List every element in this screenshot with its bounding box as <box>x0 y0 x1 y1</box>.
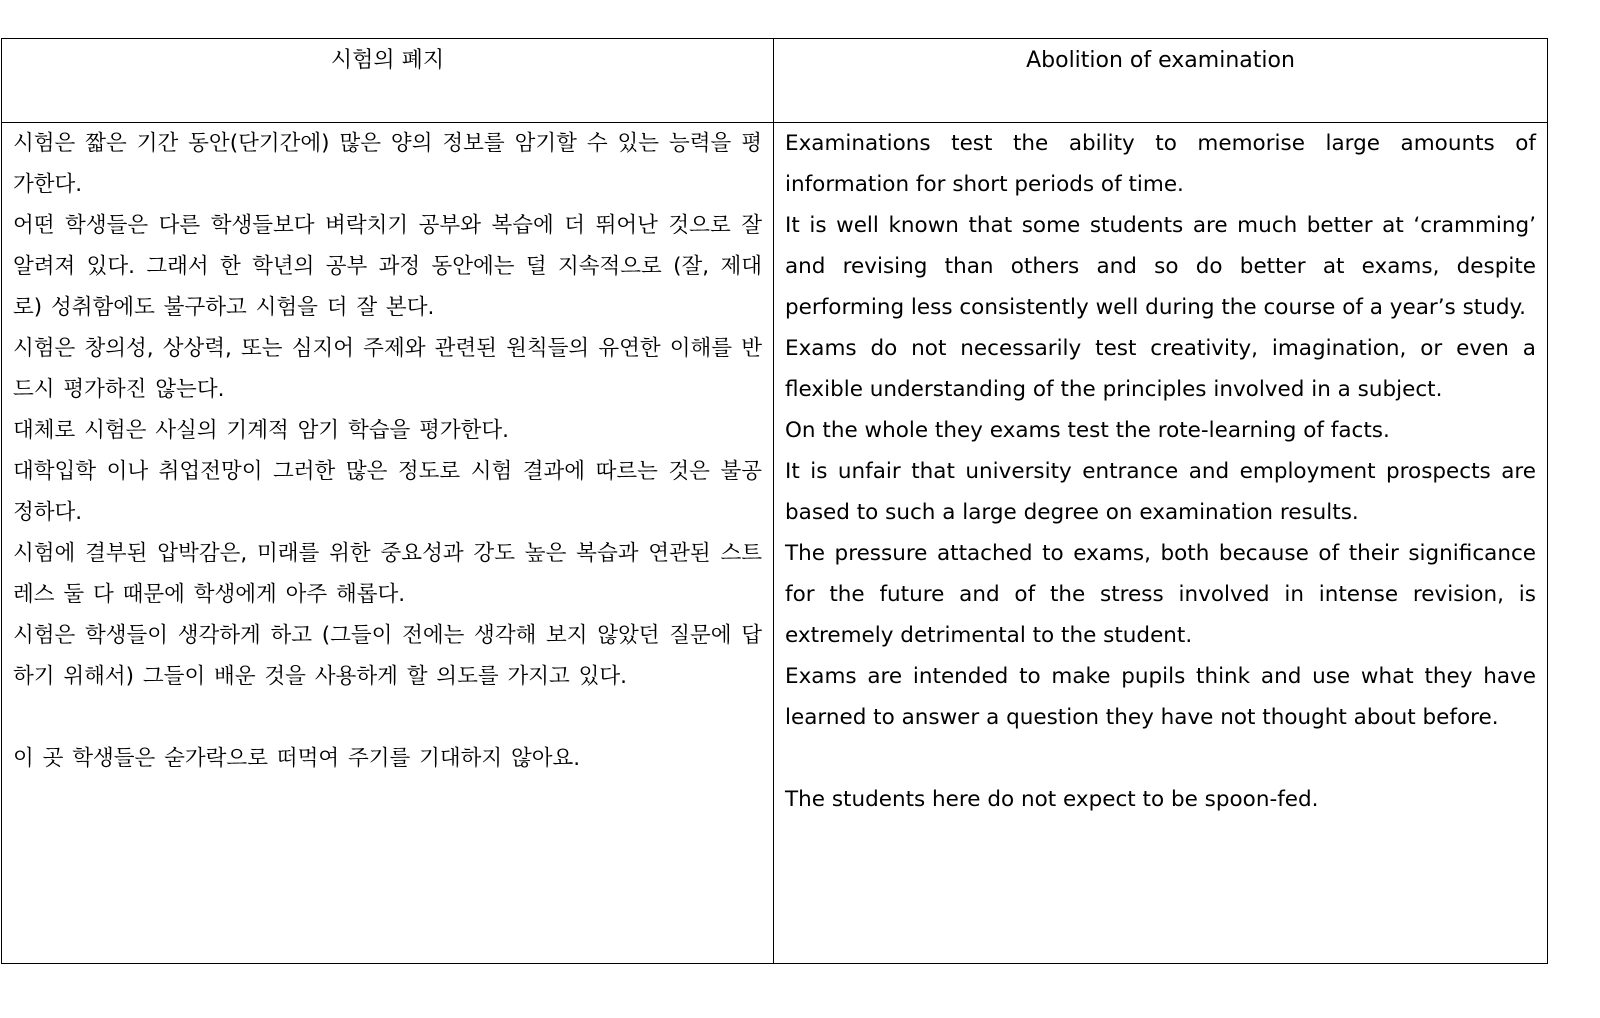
korean-paragraph: 시험은 창의성, 상상력, 또는 심지어 주제와 관련된 원칙들의 유연한 이해를 반드시 평가하진 않는다. <box>13 336 762 402</box>
english-header-cell <box>774 39 1548 123</box>
english-paragraph: On the whole they exams test the rote-learning of facts. <box>785 418 1390 443</box>
paragraph-spacer <box>13 697 762 738</box>
korean-closing-line: 이 곳 학생들은 숟가락으로 떠먹여 주기를 기대하지 않아요. <box>13 746 581 771</box>
korean-title: 시험의 폐지 <box>330 48 445 73</box>
korean-paragraph: 대체로 시험은 사실의 기계적 암기 학습을 평가한다. <box>13 418 509 443</box>
korean-paragraph: 시험은 학생들이 생각하게 하고 (그들이 전에는 생각해 보지 않았던 질문에 답하기 위해서) 그들이 배운 것을 사용하게 할 의도를 가지고 있다. <box>13 623 762 689</box>
english-body-cell <box>774 123 1548 964</box>
korean-paragraph: 시험은 짧은 기간 동안(단기간에) 많은 양의 정보를 암기할 수 있는 능력을 평가한다. <box>13 131 762 197</box>
korean-paragraph: 대학입학 이나 취업전망이 그러한 많은 정도로 시험 결과에 따르는 것은 불공정하다. <box>13 459 762 525</box>
paragraph-spacer <box>785 738 1536 779</box>
english-title: Abolition of examination <box>1026 48 1295 73</box>
english-closing-line: The students here do not expect to be spoon-fed. <box>785 787 1319 812</box>
content-row <box>2 123 1548 964</box>
english-paragraph: Exams do not necessarily test creativity, imagination, or even a flexible understanding of the principles involved in a subject. <box>785 336 1536 402</box>
english-paragraph: It is well known that some students are much better at ‘cramming’ and revising than others and so do better at exams, despite performing less consistently well during the course of a year’s study. <box>785 213 1536 320</box>
english-paragraph: It is unfair that university entrance and employment prospects are based to such a large degree on examination results. <box>785 459 1536 525</box>
korean-paragraph: 어떤 학생들은 다른 학생들보다 벼락치기 공부와 복습에 더 뛰어난 것으로 잘 알려져 있다. 그래서 한 학년의 공부 과정 동안에는 덜 지속적으로 (잘, 제대로) 성취함에도 불구하고 시험을 더 잘 본다. <box>13 213 762 320</box>
korean-paragraph: 시험에 결부된 압박감은, 미래를 위한 중요성과 강도 높은 복습과 연관된 스트레스 둘 다 때문에 학생에게 아주 해롭다. <box>13 541 762 607</box>
header-row <box>2 39 1548 123</box>
translation-table <box>1 38 1548 964</box>
korean-header-cell <box>2 39 774 123</box>
korean-body-cell <box>2 123 774 964</box>
english-paragraph: The pressure attached to exams, both because of their significance for the future and of the stress involved in intense revision, is extremely detrimental to the student. <box>785 541 1536 648</box>
english-paragraph: Examinations test the ability to memorise large amounts of information for short periods of time. <box>785 131 1536 197</box>
english-paragraph: Exams are intended to make pupils think and use what they have learned to answer a question they have not thought about before. <box>785 664 1536 730</box>
